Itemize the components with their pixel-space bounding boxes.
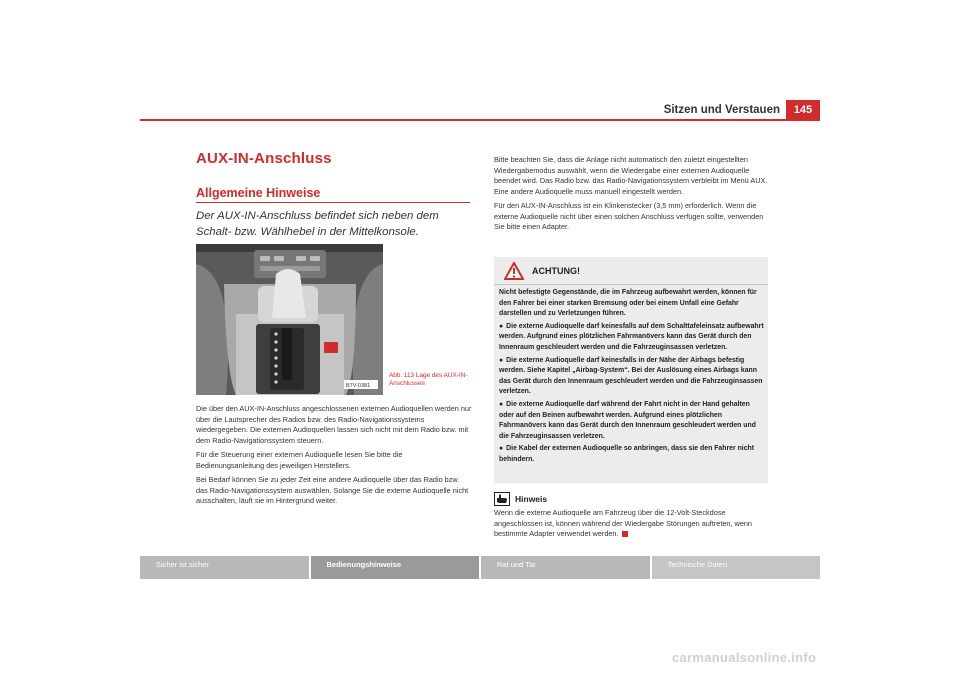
left-column-text (196, 404, 472, 511)
watermark: carmanualsonline.info (672, 650, 817, 665)
end-of-section-marker (622, 531, 628, 537)
paragraph: Für den AUX-IN-Anschluss ist ein Klinkenstecker (3,5 mm) erforderlich. Wenn die externe Audioquelle nicht über einen solchen Anschluss verfügen sollte, verwenden Sie bitte einen Adapter. (494, 201, 764, 231)
warning-header (494, 257, 768, 284)
bullet-icon: ● (499, 445, 504, 453)
warning-bullet: ● Die externe Audioquelle darf keinesfalls auf dem Schalttafeleinsatz aufbewahrt werden. Aufgrund eines plötzlichen Fahrmanövers kann das Gerät durch den Innenraum geschleudert werden und die Fahrzeuginsassen verletzen. (499, 322, 764, 351)
note-header (494, 492, 547, 506)
footer-tab-sicher-ist-sicher[interactable]: Sicher ist sicher (140, 556, 309, 579)
center-console-illustration (196, 244, 383, 395)
warning-body (494, 285, 768, 466)
footer-tab-bedienungshinweise[interactable]: Bedienungshinweise (311, 556, 480, 579)
intro-text: Der AUX-IN-Anschluss befindet sich neben dem Schalt- bzw. Wählhebel in der Mittelkonsole. (196, 210, 439, 238)
note-hand-icon (494, 492, 510, 506)
subsection-rule (196, 202, 470, 203)
note-text-block (494, 508, 768, 540)
right-column-text (494, 155, 768, 237)
warning-box (494, 257, 768, 483)
footer-tab-rat-und-tat[interactable]: Rat und Tat (481, 556, 650, 579)
header-rule (140, 119, 820, 121)
bullet-icon: ● (499, 400, 504, 408)
warning-bullet: ● Die externe Audioquelle darf während der Fahrt nicht in der Hand gehalten oder auf den Beinen aufbewahrt werden. Aufgrund eines plötzlichen Fahrmanövers kann das Gerät durch den Innenraum geschleudert werden und die Fahrzeuginsassen verletzen. (499, 400, 756, 440)
bullet-icon: ● (499, 322, 504, 330)
warning-bullet: ● Die externe Audioquelle darf keinesfalls in der Nähe der Airbags befestig werden. Siehe Kapitel „Airbag-System“. Bei der Auslösung eines Airbags kann das Gerät durch den Innenraum geschleudert werden und die Fahrzeuginsassen verletzen. (499, 356, 763, 396)
warning-lead: Nicht befestigte Gegenstände, die im Fahrzeug aufbewahrt werden, können für den Fahrer bei einer starken Bremsung oder bei einem Unfall eine Gefahr darstellen und zu Verletzungen führen. (499, 289, 757, 318)
header-title: Sitzen und Verstauen (663, 104, 780, 116)
bullet-icon: ● (499, 356, 504, 364)
figure-caption: Abb. 113 Lage des AUX-IN-Anschlusses (389, 372, 468, 387)
note-text: Wenn die externe Audioquelle am Fahrzeug über die 12-Volt-Steckdose angeschlossen ist, können während der Wiedergabe Störungen auftreten, wenn bestimmte Adapter verwendet werden. (494, 508, 752, 538)
footer-nav (140, 556, 820, 579)
warning-triangle-icon (504, 262, 524, 280)
warning-title: ACHTUNG! (532, 265, 580, 276)
paragraph: Die über den AUX-IN-Anschluss angeschlossenen externen Audioquellen werden nur über die Lautsprecher des Radios bzw. des Radio-Navigationssystems wiedergegeben. Die externen Audioquellen lassen sich nicht mit dem Radio bzw. mit dem Radio-Navigationssystem steuern. (196, 404, 472, 445)
footer-tab-technische-daten[interactable]: Technische Daten (652, 556, 821, 579)
paragraph: Für die Steuerung einer externen Audioquelle lesen Sie bitte die Bedienungsanleitung des jeweiligen Herstellers. (196, 450, 403, 470)
paragraph: Bitte beachten Sie, dass die Anlage nicht automatisch den zuletzt eingestellten Wiedergabemodus auswählt, wenn die Wiedergabe einer externen Audioquelle beendet wird. Das Radio bzw. das Radio-Navigationssystem verbleibt im Menü AUX. Eine andere Audioquelle muss manuell eingestellt werden. (494, 155, 768, 196)
section-heading: AUX-IN-Anschluss (196, 150, 332, 167)
note-title: Hinweis (515, 494, 548, 504)
aux-in-socket-highlight (324, 342, 338, 353)
paragraph: Bei Bedarf können Sie zu jeder Zeit eine andere Audioquelle über das Radio bzw. das Radio-Navigationssystem auswählen. Solange Sie die externe Audioquelle nicht ausschalten, läuft sie im Hintergrund weiter. (196, 475, 469, 505)
figure-aux-in-photo (196, 244, 383, 395)
warning-bullet: ● Die Kabel der externen Audioquelle so anbringen, dass sie den Fahrer nicht behindern. (499, 445, 755, 463)
subsection-heading: Allgemeine Hinweise (196, 186, 321, 200)
page-number: 145 (786, 100, 820, 120)
figure-code: B7V-0381 (346, 383, 371, 389)
